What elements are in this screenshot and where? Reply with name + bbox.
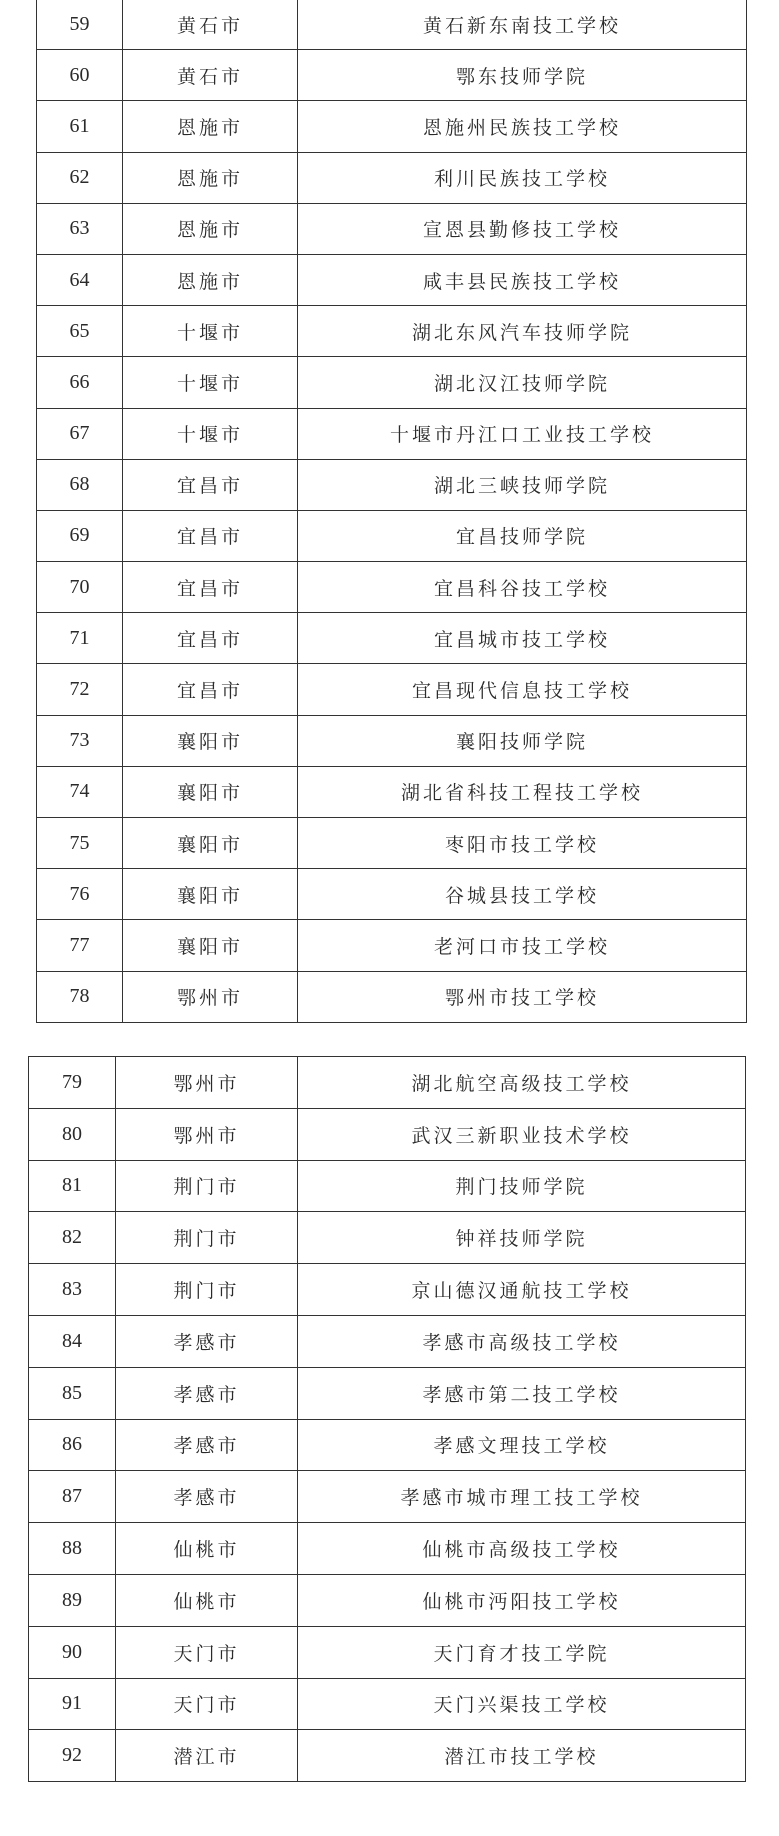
school-table-top-body <box>37 0 747 1022</box>
school-table-top <box>36 0 747 1023</box>
city-cell: 天门市 <box>116 1626 298 1678</box>
row-number-cell: 75 <box>37 818 123 869</box>
table-row <box>29 1264 746 1316</box>
school-name-cell: 武汉三新职业技术学校 <box>298 1108 746 1160</box>
city-cell: 仙桃市 <box>116 1574 298 1626</box>
row-number-cell: 66 <box>37 357 123 408</box>
city-cell: 襄阳市 <box>123 869 298 920</box>
row-number-cell: 88 <box>29 1523 116 1575</box>
city-cell: 天门市 <box>116 1678 298 1730</box>
table-row <box>37 715 747 766</box>
school-name-cell: 黄石新东南技工学校 <box>298 0 747 50</box>
city-cell: 黄石市 <box>123 0 298 50</box>
school-name-cell: 钟祥技师学院 <box>298 1212 746 1264</box>
school-name-cell: 宜昌技师学院 <box>298 510 747 561</box>
city-cell: 鄂州市 <box>123 971 298 1022</box>
school-name-cell: 鄂州市技工学校 <box>298 971 747 1022</box>
table-row <box>29 1367 746 1419</box>
city-cell: 鄂州市 <box>116 1057 298 1109</box>
city-cell: 孝感市 <box>116 1315 298 1367</box>
table-row <box>29 1471 746 1523</box>
row-number-cell: 85 <box>29 1367 116 1419</box>
row-number-cell: 69 <box>37 510 123 561</box>
table-row <box>37 818 747 869</box>
city-cell: 襄阳市 <box>123 818 298 869</box>
school-table-bottom <box>28 1056 746 1782</box>
table-row <box>37 0 747 50</box>
city-cell: 十堰市 <box>123 408 298 459</box>
city-cell: 荆门市 <box>116 1160 298 1212</box>
row-number-cell: 65 <box>37 306 123 357</box>
city-cell: 十堰市 <box>123 306 298 357</box>
table-row <box>37 869 747 920</box>
school-name-cell: 襄阳技师学院 <box>298 715 747 766</box>
city-cell: 鄂州市 <box>116 1108 298 1160</box>
row-number-cell: 76 <box>37 869 123 920</box>
city-cell: 荆门市 <box>116 1264 298 1316</box>
school-name-cell: 利川民族技工学校 <box>298 152 747 203</box>
school-name-cell: 宜昌现代信息技工学校 <box>298 664 747 715</box>
row-number-cell: 91 <box>29 1678 116 1730</box>
table-row <box>37 306 747 357</box>
table-row <box>29 1160 746 1212</box>
table-row <box>37 408 747 459</box>
city-cell: 孝感市 <box>116 1471 298 1523</box>
table-row <box>37 203 747 254</box>
school-name-cell: 天门兴渠技工学校 <box>298 1678 746 1730</box>
table-row <box>29 1108 746 1160</box>
table-row <box>37 971 747 1022</box>
table-row <box>29 1523 746 1575</box>
school-name-cell: 十堰市丹江口工业技工学校 <box>298 408 747 459</box>
row-number-cell: 79 <box>29 1057 116 1109</box>
table-row <box>37 562 747 613</box>
city-cell: 荆门市 <box>116 1212 298 1264</box>
row-number-cell: 77 <box>37 920 123 971</box>
table-row <box>37 50 747 101</box>
row-number-cell: 92 <box>29 1730 116 1782</box>
scan-cut-gap <box>30 1038 750 1048</box>
city-cell: 宜昌市 <box>123 459 298 510</box>
school-name-cell: 宜昌科谷技工学校 <box>298 562 747 613</box>
city-cell: 恩施市 <box>123 152 298 203</box>
school-table-bottom-body <box>29 1057 746 1782</box>
table-row <box>37 101 747 152</box>
school-name-cell: 湖北汉江技师学院 <box>298 357 747 408</box>
table-row <box>29 1419 746 1471</box>
city-cell: 宜昌市 <box>123 510 298 561</box>
table-row <box>29 1057 746 1109</box>
school-name-cell: 谷城县技工学校 <box>298 869 747 920</box>
city-cell: 宜昌市 <box>123 664 298 715</box>
city-cell: 襄阳市 <box>123 920 298 971</box>
row-number-cell: 71 <box>37 613 123 664</box>
city-cell: 十堰市 <box>123 357 298 408</box>
row-number-cell: 60 <box>37 50 123 101</box>
school-name-cell: 仙桃市高级技工学校 <box>298 1523 746 1575</box>
table-row <box>29 1730 746 1782</box>
table-row <box>29 1678 746 1730</box>
school-name-cell: 老河口市技工学校 <box>298 920 747 971</box>
row-number-cell: 59 <box>37 0 123 50</box>
school-name-cell: 孝感文理技工学校 <box>298 1419 746 1471</box>
school-name-cell: 湖北东风汽车技师学院 <box>298 306 747 357</box>
table-row <box>37 357 747 408</box>
table-row <box>37 613 747 664</box>
table-row <box>37 459 747 510</box>
school-name-cell: 湖北省科技工程技工学校 <box>298 766 747 817</box>
city-cell: 恩施市 <box>123 254 298 305</box>
school-name-cell: 咸丰县民族技工学校 <box>298 254 747 305</box>
row-number-cell: 82 <box>29 1212 116 1264</box>
row-number-cell: 87 <box>29 1471 116 1523</box>
school-name-cell: 荆门技师学院 <box>298 1160 746 1212</box>
school-name-cell: 枣阳市技工学校 <box>298 818 747 869</box>
table-row <box>37 510 747 561</box>
row-number-cell: 83 <box>29 1264 116 1316</box>
row-number-cell: 73 <box>37 715 123 766</box>
city-cell: 孝感市 <box>116 1419 298 1471</box>
row-number-cell: 90 <box>29 1626 116 1678</box>
row-number-cell: 62 <box>37 152 123 203</box>
table-row <box>29 1315 746 1367</box>
city-cell: 孝感市 <box>116 1367 298 1419</box>
row-number-cell: 78 <box>37 971 123 1022</box>
city-cell: 仙桃市 <box>116 1523 298 1575</box>
row-number-cell: 74 <box>37 766 123 817</box>
school-name-cell: 宣恩县勤修技工学校 <box>298 203 747 254</box>
city-cell: 潜江市 <box>116 1730 298 1782</box>
city-cell: 襄阳市 <box>123 715 298 766</box>
row-number-cell: 89 <box>29 1574 116 1626</box>
school-name-cell: 宜昌城市技工学校 <box>298 613 747 664</box>
row-number-cell: 68 <box>37 459 123 510</box>
city-cell: 恩施市 <box>123 101 298 152</box>
city-cell: 宜昌市 <box>123 613 298 664</box>
table-row <box>37 920 747 971</box>
row-number-cell: 86 <box>29 1419 116 1471</box>
row-number-cell: 67 <box>37 408 123 459</box>
school-name-cell: 鄂东技师学院 <box>298 50 747 101</box>
school-name-cell: 孝感市城市理工技工学校 <box>298 1471 746 1523</box>
table-row <box>37 254 747 305</box>
row-number-cell: 80 <box>29 1108 116 1160</box>
school-name-cell: 孝感市高级技工学校 <box>298 1315 746 1367</box>
city-cell: 黄石市 <box>123 50 298 101</box>
row-number-cell: 70 <box>37 562 123 613</box>
school-name-cell: 潜江市技工学校 <box>298 1730 746 1782</box>
school-name-cell: 仙桃市沔阳技工学校 <box>298 1574 746 1626</box>
table-row <box>37 664 747 715</box>
table-row <box>37 766 747 817</box>
row-number-cell: 84 <box>29 1315 116 1367</box>
city-cell: 恩施市 <box>123 203 298 254</box>
table-row <box>29 1626 746 1678</box>
school-name-cell: 京山德汉通航技工学校 <box>298 1264 746 1316</box>
row-number-cell: 61 <box>37 101 123 152</box>
school-name-cell: 恩施州民族技工学校 <box>298 101 747 152</box>
school-name-cell: 天门育才技工学院 <box>298 1626 746 1678</box>
table-row <box>37 152 747 203</box>
table-row <box>29 1574 746 1626</box>
row-number-cell: 72 <box>37 664 123 715</box>
school-name-cell: 湖北三峡技师学院 <box>298 459 747 510</box>
city-cell: 宜昌市 <box>123 562 298 613</box>
row-number-cell: 63 <box>37 203 123 254</box>
row-number-cell: 64 <box>37 254 123 305</box>
city-cell: 襄阳市 <box>123 766 298 817</box>
table-row <box>29 1212 746 1264</box>
school-name-cell: 孝感市第二技工学校 <box>298 1367 746 1419</box>
row-number-cell: 81 <box>29 1160 116 1212</box>
school-name-cell: 湖北航空高级技工学校 <box>298 1057 746 1109</box>
